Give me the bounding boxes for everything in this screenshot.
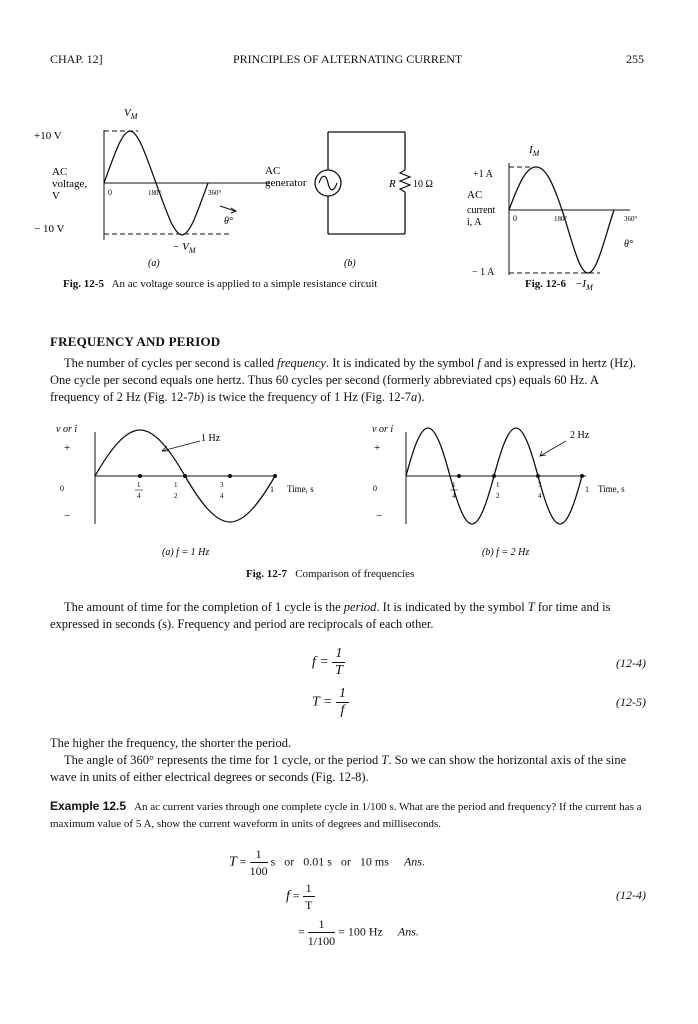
resistor-r-label: R [389, 178, 396, 190]
paragraph-frequency: The number of cycles per second is called frequency. It is indicated by the symbol f and is expressed in hertz (Hz). One cycle per second equals one hertz. Thus 60 cycles per second (formerly abbreviated cps) equals 60 Hz. A frequency of 2 Hz (Fig. 12-7b) is twice the frequency of 1 Hz (Fig. 12-7a). [50, 356, 636, 404]
deg360-label-2: 360° [624, 215, 638, 223]
hz2-label: 2 Hz [570, 430, 590, 441]
theta-label: θ° [224, 216, 233, 227]
neg-im-label: $-I_M$ [575, 278, 593, 292]
voltage-label: voltage, [52, 178, 88, 190]
example-title: Example 12.5 [50, 799, 127, 813]
solution-tag: (12-4) [616, 888, 646, 902]
tick-one-a: 1 [270, 485, 274, 494]
zero-b: 0 [373, 484, 377, 493]
ac-generator-label-2: generator [265, 177, 307, 189]
plus-sign-b: + [374, 442, 381, 454]
plus-sign-a: + [64, 442, 71, 454]
subcaption-b: (b) f = 2 Hz [482, 547, 530, 558]
equation-12-4-tag: (12-4) [616, 656, 646, 670]
ac-label: AC [52, 166, 68, 178]
chapter-label: CHAP. 12] [50, 52, 103, 66]
paragraph-angle: The angle of 360° represents the time for 1 cycle, or the period T. So we can show the horizontal axis of the sine wave in units of either electrical degrees or seconds (Fig. 12-8). [50, 753, 627, 784]
tick-q1-den-b: 4 [452, 492, 456, 500]
section-title: FREQUENCY AND PERIOD [50, 334, 221, 349]
im-label: $I_M$ [529, 144, 540, 158]
solution-period: T = $\frac{1}{100}$ s or 0.01 s or 10 ms Ans. [229, 847, 425, 878]
fig-12-6-current-sine [460, 135, 660, 295]
fig-12-5a-voltage-sine [30, 100, 280, 280]
label-b: (b) [344, 258, 356, 269]
ac-generator-label-1: AC [265, 165, 281, 177]
deg180-label: 180° [148, 189, 162, 197]
tick-q3-den-b: 4 [538, 492, 542, 500]
hz1-label: 1 Hz [201, 433, 221, 444]
running-title: PRINCIPLES OF ALTERNATING CURRENT [233, 52, 463, 66]
fig-12-7-caption: Fig. 12-7 Comparison of frequencies [246, 568, 415, 580]
page-number: 255 [626, 52, 644, 66]
solution-frequency-result: = $\frac{1}{1/100}$ = 100 Hz Ans. [298, 917, 419, 948]
deg180-label-2: 180° [554, 215, 568, 223]
fig-12-5b-circuit [255, 120, 455, 270]
time-label-a: Time, s [287, 484, 314, 494]
y-axis-label-b: v or i [372, 424, 394, 435]
fig-12-6-caption: Fig. 12-6 [525, 278, 566, 290]
label-a: (a) [148, 258, 160, 269]
tick-q3-num-a: 3 [220, 481, 224, 489]
equation-12-5-tag: (12-5) [616, 695, 646, 709]
v-unit-label: V [52, 190, 60, 202]
current-label: current [467, 205, 496, 216]
tick-one-b: 1 [585, 485, 589, 494]
example-text: An ac current varies through one complete cycle in 1/100 s. What are the period and frequency? If the current has a maximum value of 5 A, show the current waveform in units of degrees and milliseconds. [50, 801, 642, 830]
solution-frequency-formula: f = $\frac{1}{T}$ [286, 880, 315, 913]
fig-12-7b-2hz [360, 420, 660, 560]
minus10-label: − 10 V [34, 223, 65, 235]
example-12-5 [50, 798, 650, 832]
tick-q1-den-a: 4 [137, 492, 141, 500]
fig-12-5-caption: Fig. 12-5 An ac voltage source is applied to a simple resistance circuit [63, 278, 378, 290]
tick-q2-num-b: 1 [496, 481, 500, 489]
tick-q2-den-b: 2 [496, 492, 500, 500]
zero-label-2: 0 [513, 214, 517, 223]
time-label-b: Time, s [598, 484, 625, 494]
deg360-label: 360° [208, 189, 222, 197]
tick-q3-den-a: 4 [220, 492, 224, 500]
ia-label: i, A [467, 217, 482, 228]
vm-label: $V_M$ [124, 107, 138, 121]
resistance-value: 10 Ω [413, 179, 433, 190]
neg-vm-label: − $V_M$ [172, 241, 196, 255]
equation-12-5: T = $\frac{1}{f}$ [312, 686, 349, 719]
ac-label-2: AC [467, 189, 483, 201]
minus-sign-a: − [64, 510, 71, 522]
plus1-label: +1 A [473, 169, 493, 180]
minus-sign-b: − [376, 510, 383, 522]
fig-12-7a-1hz [50, 420, 350, 560]
minus1-label: − 1 A [472, 267, 495, 278]
tick-q2-num-a: 1 [174, 481, 178, 489]
y-axis-label-a: v or i [56, 424, 78, 435]
zero-a: 0 [60, 484, 64, 493]
paragraph-period: The amount of time for the completion of 1 cycle is the period. It is indicated by the symbol T for time and is expressed in seconds (s). Frequency and period are reciprocals of each other. [50, 600, 611, 631]
tick-q2-den-a: 2 [174, 492, 178, 500]
tick-q1-num-a: 1 [137, 481, 141, 489]
equation-12-4: f = $\frac{1}{T}$ [312, 646, 345, 679]
subcaption-a: (a) f = 1 Hz [162, 547, 210, 558]
resistor-icon [400, 170, 410, 192]
tick-q3-num-b: 3 [538, 481, 542, 489]
zero-label: 0 [108, 188, 112, 197]
paragraph-higher-frequency: The higher the frequency, the shorter the period. [50, 736, 292, 750]
tick-q1-num-b: 1 [452, 481, 456, 489]
plus10-label: +10 V [34, 130, 62, 142]
theta-label-2: θ° [624, 239, 633, 250]
